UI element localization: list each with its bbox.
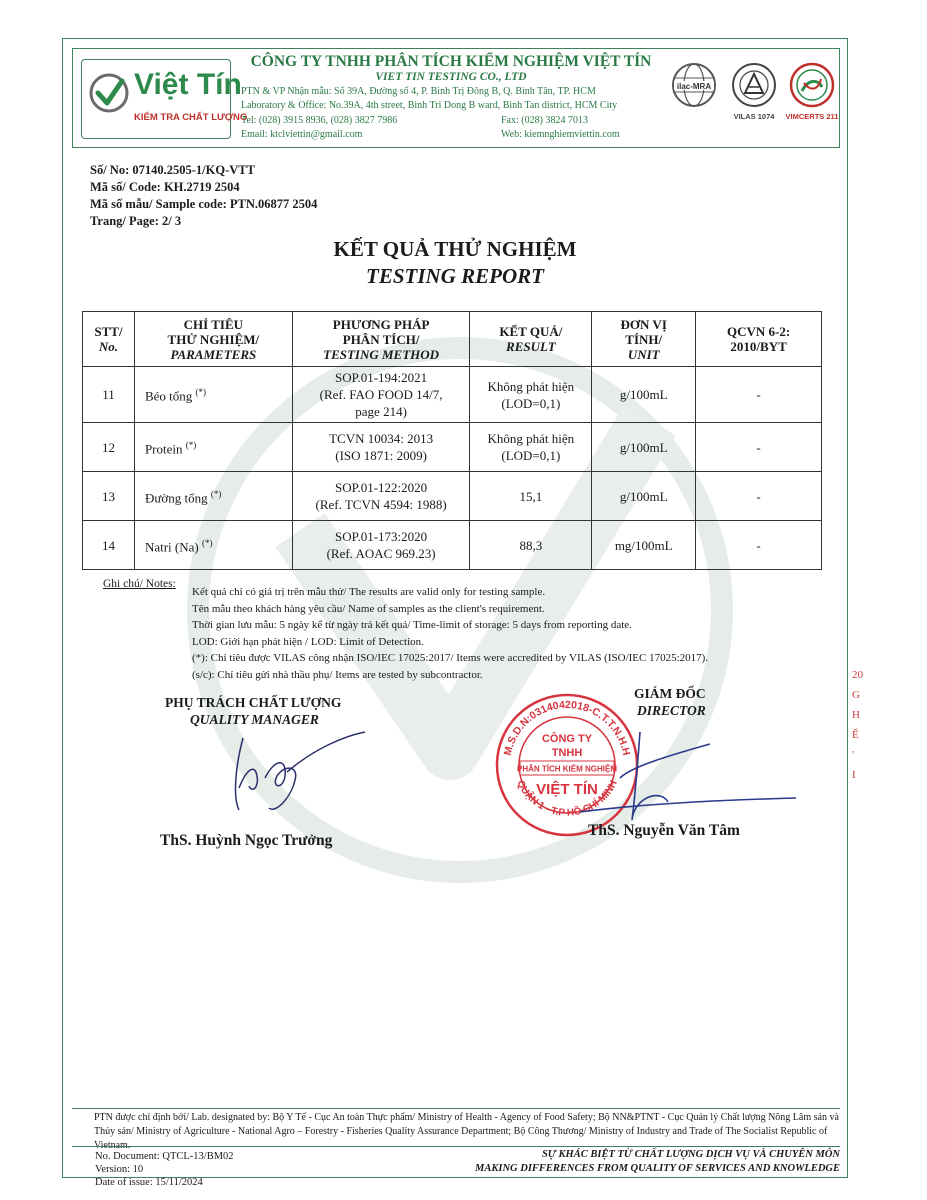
lab-designation: PTN được chỉ định bởi/ Lab. designated by: Bộ Y Tế - Cục An toàn Thực phẩm/ Ministry of Health - Agency of Food Safety; Bộ NN&PTNT - Cục Quản lý Chất lượng Nông Lâm sản và Thủy sản/ Ministry of Agriculture - National Agro – Forestry - Fisheries Quality Assurance Department; Bộ Công Thương/ Ministry of Industry and Trade of The Socialist Republic of Vietnam. [94,1112,839,1151]
slogan-en: MAKING DIFFERENCES FROM QUALITY OF SERVICES AND KNOWLEDGE [475,1163,840,1174]
header-result: KẾT QUẢ/ RESULT [470,312,592,367]
row-unit: g/100mL [592,367,696,423]
row-unit: g/100mL [592,472,696,521]
email[interactable]: Email: ktclviettin@gmail.com [241,129,363,140]
stamp-line4: VIỆT TÍN [536,781,598,798]
address-en: Laboratory & Office: No.39A, 4th street, Binh Tri Dong B ward, Binh Tan district, HCM City [241,100,618,111]
table-row [83,521,822,570]
footer-divider [72,1146,840,1147]
row-qcvn: - [696,423,822,472]
row-qcvn: - [696,472,822,521]
header-unit: ĐƠN VỊ TÍNH/ UNIT [592,312,696,367]
quality-manager-title-en: QUALITY MANAGER [190,712,319,727]
adjacent-page-edge: 20 G H Ể ' I [852,669,863,781]
table-header-row [83,312,822,367]
vilas-badge [727,61,781,121]
director-title-vi: GIÁM ĐỐC [634,686,706,701]
row-method: TCVN 10034: 2013 (ISO 1871: 2009) [292,423,470,472]
row-parameter: Béo tổng (*) [134,367,292,423]
stamp-bottom-text: QUẬN 1 - T.P HỒ CHÍ MINH [514,778,620,819]
row-result: 15,1 [470,472,592,521]
quality-manager-name: ThS. Huỳnh Ngọc Trưởng [160,832,333,849]
document-info [95,1150,234,1189]
table-row [83,423,822,472]
slogan-vi: SỰ KHÁC BIỆT TỪ CHẤT LƯỢNG DỊCH VỤ VÀ CHUYÊN MÔN [541,1149,840,1160]
note-line: Tên mẫu theo khách hàng yêu cầu/ Name of samples as the client's requirement. [192,602,545,615]
stamp-ring-text: M.S.D.N:0314042018-C.T.T.N.H.H [501,698,633,757]
document-number: No. Document: QTCL-13/BM02 [95,1151,234,1162]
document-date: Date of issue: 15/11/2024 [95,1177,203,1188]
vimcerts-badge [785,61,839,121]
fax: Fax: (028) 3824 7013 [501,115,588,126]
report-title-en: TESTING REPORT [366,264,544,288]
stamp-line3: PHÂN TÍCH KIỂM NGHIỆM [517,764,617,774]
letterhead [72,48,840,148]
client-code: Mã số/ Code: KH.2719 2504 [90,180,240,194]
footer-slogan [440,1148,840,1176]
director-title-en: DIRECTOR [637,703,706,718]
header-qcvn: QCVN 6-2: 2010/BYT [696,312,822,367]
report-title-vi: KẾT QUẢ THỬ NGHIỆM [333,237,577,261]
director-name: ThS. Nguyễn Văn Tâm [588,822,740,839]
svg-text:ilac-MRA: ilac-MRA [676,82,712,91]
row-method: SOP.01-173:2020 (Ref. AOAC 969.23) [292,521,470,570]
note-line: (*): Chỉ tiêu được VILAS công nhận ISO/IEC 17025:2017/ Items were accredited by VILAS (ISO/IEC 17025:2017). [192,652,709,664]
sample-code: Mã số mẫu/ Sample code: PTN.06877 2504 [90,197,318,211]
report-number: Số/ No: 07140.2505-1/KQ-VTT [90,163,255,177]
results-table [82,311,822,570]
company-logo [81,59,248,139]
header-parameters: CHỈ TIÊU THỬ NGHIỆM/ PARAMETERS [134,312,292,367]
stamp-line2: TNHH [551,747,583,759]
row-result: Không phát hiện (LOD=0,1) [470,367,592,423]
ilac-globe-icon [670,61,718,109]
document-version: Version: 10 [95,1164,144,1175]
quality-manager-title-vi: PHỤ TRÁCH CHẤT LƯỢNG [165,695,342,710]
report-meta [90,162,317,230]
notes-list [192,584,708,683]
row-result: Không phát hiện (LOD=0,1) [470,423,592,472]
row-no: 12 [83,423,135,472]
notes-label: Ghi chú/ Notes: [103,578,176,590]
stamp-line1: CÔNG TY [541,733,593,745]
row-parameter: Natri (Na) (*) [134,521,292,570]
row-result: 88,3 [470,521,592,570]
vilas-label: VILAS 1074 [733,112,775,121]
row-qcvn: - [696,367,822,423]
row-unit: mg/100mL [592,521,696,570]
vimcerts-seal-icon [788,61,836,109]
company-name-vi: CÔNG TY TNHH PHÂN TÍCH KIỂM NGHIỆM VIỆT TÍN [250,53,652,70]
row-no: 13 [83,472,135,521]
row-no: 11 [83,367,135,423]
logo-tagline: KIỂM TRA CHẤT LƯỢNG [134,112,248,123]
note-line: Thời gian lưu mẫu: 5 ngày kể từ ngày trả kết quả/ Time-limit of storage: 5 days from reporting date. [192,619,632,631]
note-line: LOD: Giới hạn phát hiện / LOD: Limit of Detection. [192,635,424,648]
phone: Tel: (028) 3915 8936, (028) 3827 7986 [241,115,398,126]
company-name-en: VIET TIN TESTING CO., LTD [375,71,527,83]
header-no: STT/ No. [83,312,135,367]
check-circle-icon [88,72,130,114]
quality-manager-signature-icon [225,728,375,818]
logo-name: Việt Tín [134,68,242,101]
page-number: Trang/ Page: 2/ 3 [90,214,182,228]
address-vi: PTN & VP Nhận mẫu: Số 39A, Đường số 4, P. Bình Trị Đông B, Q. Bình Tân, TP. HCM [241,86,596,97]
table-row [83,367,822,423]
row-unit: g/100mL [592,423,696,472]
footer [72,1108,840,1151]
header-method: PHƯƠNG PHÁP PHÂN TÍCH/ TESTING METHOD [292,312,470,367]
row-parameter: Đường tổng (*) [134,472,292,521]
row-parameter: Protein (*) [134,423,292,472]
row-method: SOP.01-194:2021 (Ref. FAO FOOD 14/7, page 214) [292,367,470,423]
note-line: (s/c): Chỉ tiêu gửi nhà thầu phụ/ Items are tested by subcontractor. [192,668,483,681]
ilac-mra-badge [667,61,721,112]
vimcerts-label: VIMCERTS 211 [785,112,839,121]
table-row [83,472,822,521]
row-no: 14 [83,521,135,570]
note-line: Kết quả chỉ có giá trị trên mẫu thử/ The results are valid only for testing sample. [192,586,546,598]
row-qcvn: - [696,521,822,570]
website[interactable]: Web: kiemnghiemviettin.com [501,129,620,140]
row-method: SOP.01-122:2020 (Ref. TCVN 4594: 1988) [292,472,470,521]
vilas-seal-icon [730,61,778,109]
